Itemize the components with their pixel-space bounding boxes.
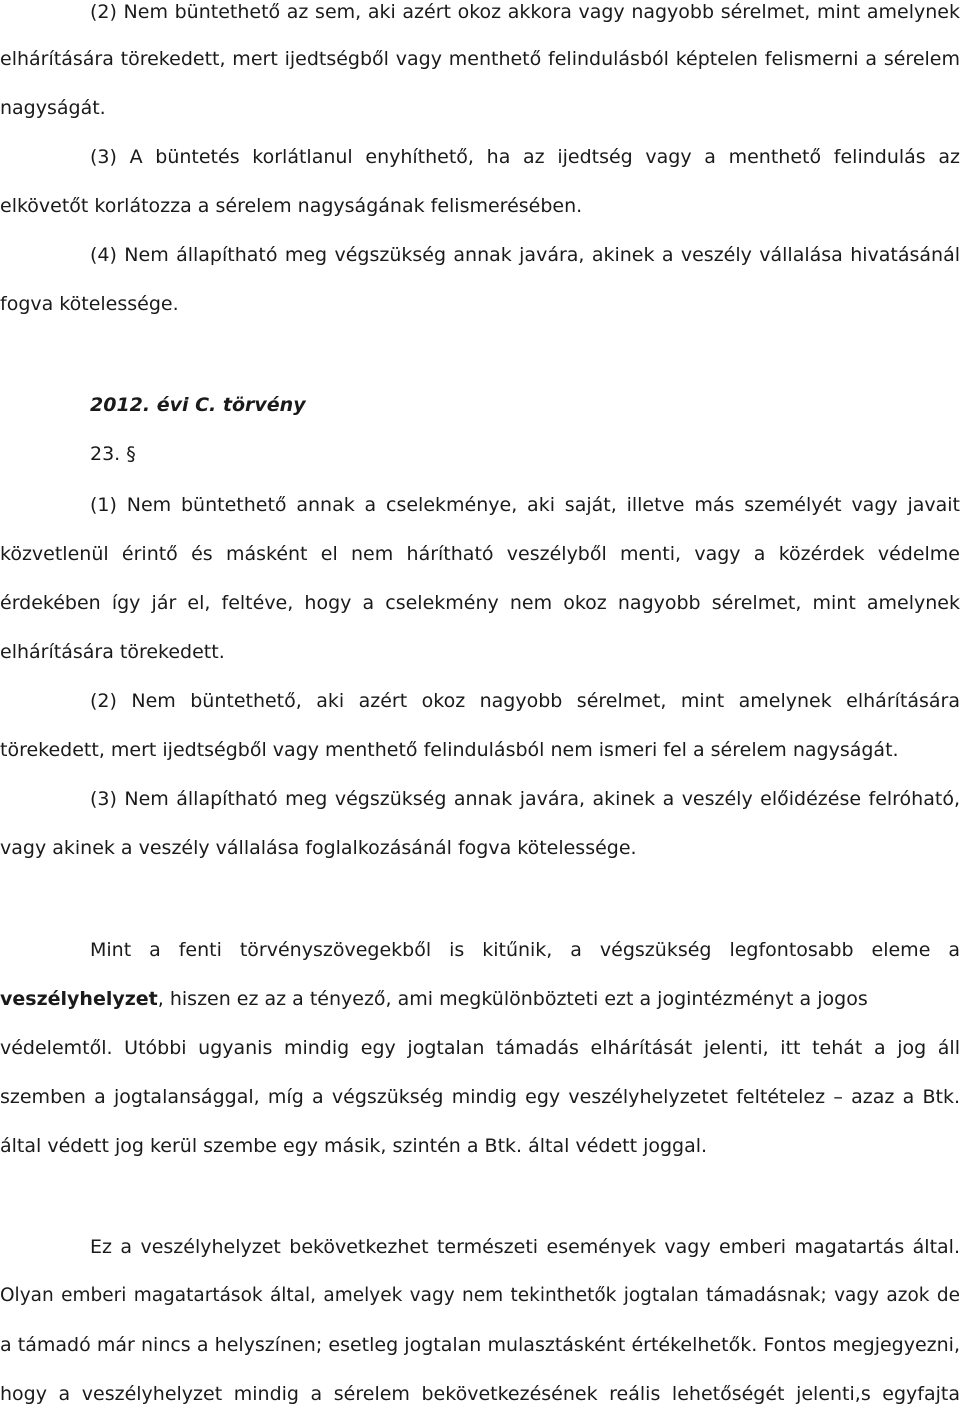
paragraph-line: (2) Nem büntethető az sem, aki azért okoz akkora vagy nagyobb sérelmet, mint amelynek	[90, 1, 960, 23]
paragraph-line: által védett jog kerül szembe egy másik, szintén a Btk. által védett joggal.	[0, 1135, 708, 1157]
paragraph-line: (1) Nem büntethető annak a cselekménye, aki saját, illetve más személyét vagy javait	[90, 494, 960, 516]
paragraph-line: Olyan emberi magatartások által, amelyek vagy nem tekinthetők jogtalan támadásnak; vagy azok de	[0, 1285, 960, 1306]
paragraph-line: Ez a veszélyhelyzet bekövetkezhet természeti események vagy emberi magatartás által.	[90, 1236, 960, 1258]
paragraph-line: törekedett, mert ijedtségből vagy menthető felindulásból nem ismeri fel a sérelem nagyságát.	[0, 739, 899, 761]
paragraph-line: szemben a jogtalansággal, míg a végszükség mindig egy veszélyhelyzetet feltételez – azaz a Btk.	[0, 1086, 960, 1108]
paragraph-line: védelemtől. Utóbbi ugyanis mindig egy jogtalan támadás elhárítását jelenti, itt tehát a jog áll	[0, 1037, 960, 1059]
paragraph-line: nagyságát.	[0, 97, 106, 119]
paragraph-line: (3) A büntetés korlátlanul enyhíthető, ha az ijedtség vagy a menthető felindulás az	[90, 146, 960, 168]
paragraph-line: közvetlenül érintő és másként el nem hárítható veszélyből menti, vagy a közérdek védelme	[0, 543, 960, 565]
paragraph-line: elhárítására törekedett, mert ijedtségből vagy menthető felindulásból képtelen felismerni a sérelem	[0, 48, 960, 70]
paragraph-line: Mint a fenti törvényszövegekből is kitűnik, a végszükség legfontosabb eleme a	[90, 939, 960, 961]
paragraph-line: hogy a veszélyhelyzet mindig a sérelem bekövetkezésének reális lehetőségét jelenti,s egyfajta	[0, 1383, 960, 1405]
paragraph-line: érdekében így jár el, feltéve, hogy a cselekmény nem okoz nagyobb sérelmet, mint amelynek	[0, 592, 960, 614]
paragraph-line: elkövetőt korlátozza a sérelem nagyságának felismerésében.	[0, 195, 583, 217]
paragraph-line: (4) Nem állapítható meg végszükség annak javára, akinek a veszély vállalása hivatásánál	[90, 244, 960, 266]
paragraph-line	[0, 984, 960, 1014]
paragraph-line: (2) Nem büntethető, aki azért okoz nagyobb sérelmet, mint amelynek elhárítására	[90, 690, 960, 712]
paragraph-line: (3) Nem állapítható meg végszükség annak javára, akinek a veszély előidézése felróható,	[90, 788, 960, 810]
paragraph-line: vagy akinek a veszély vállalása foglalkozásánál fogva kötelessége.	[0, 837, 637, 859]
law-title: 2012. évi C. törvény	[90, 394, 306, 416]
emphasis-term: veszélyhelyzet	[0, 988, 158, 1010]
paragraph-line: elhárítására törekedett.	[0, 641, 225, 663]
paragraph-line: a támadó már nincs a helyszínen; esetleg jogtalan mulasztásként értékelhetők. Fontos megjegyezni,	[0, 1334, 960, 1356]
section-number: 23. §	[90, 443, 136, 465]
paragraph-text: , hiszen ez az a tényező, ami megkülönbözteti ezt a jogintézményt a jogos	[157, 988, 868, 1010]
paragraph-line: fogva kötelessége.	[0, 293, 179, 315]
